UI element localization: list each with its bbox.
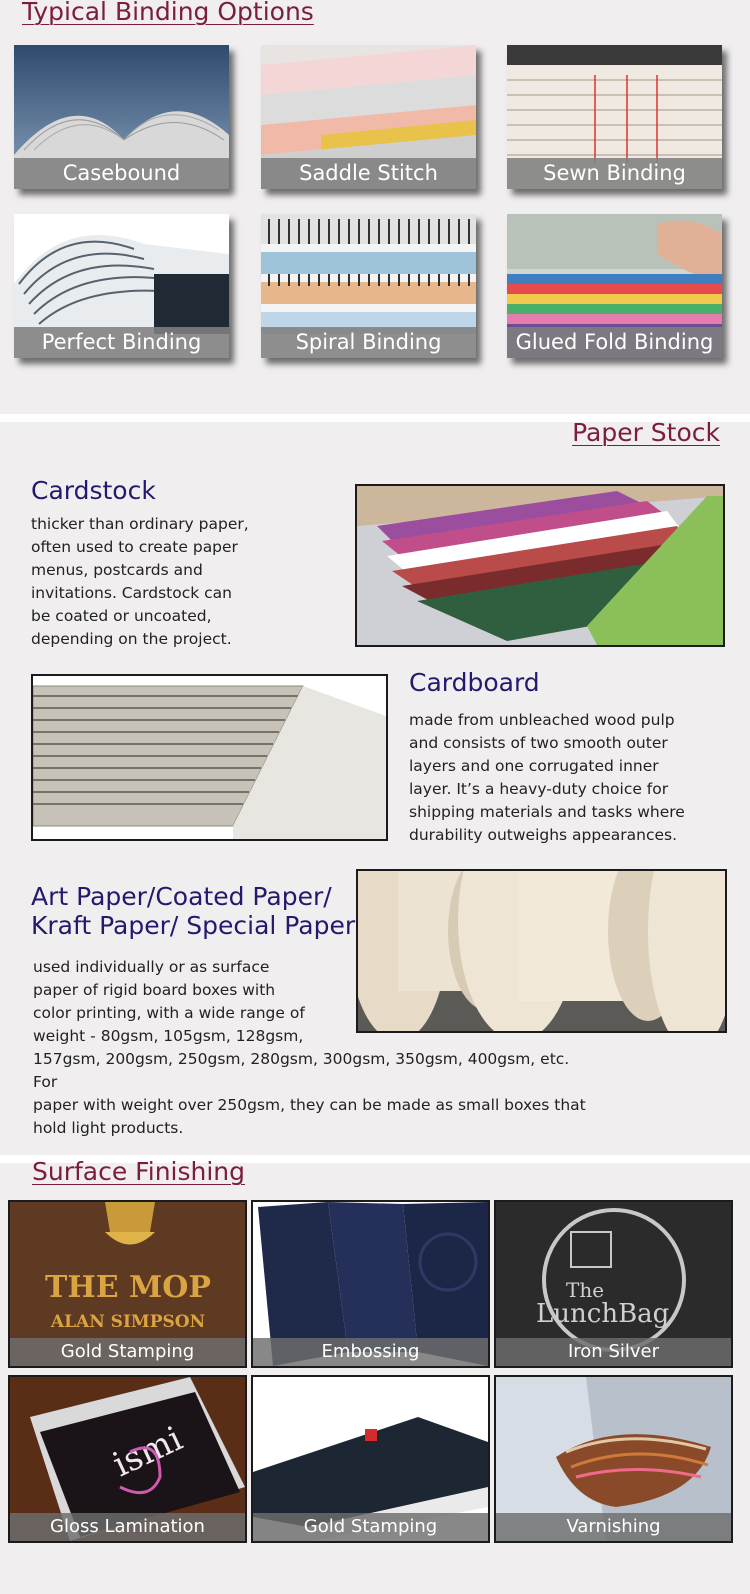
tile-label: Gold Stamping	[10, 1338, 245, 1366]
casebound-tile[interactable]	[14, 45, 229, 189]
text-line: 157gsm, 200gsm, 250gsm, 280gsm, 300gsm, 350gsm, 400gsm, etc. For	[33, 1050, 570, 1091]
art-title: The	[566, 1278, 605, 1302]
art-title: ismi	[106, 1418, 189, 1486]
gold-stamping-tile[interactable]	[8, 1200, 247, 1368]
text-line: be coated or uncoated,	[31, 607, 212, 625]
tile-label: Spiral Binding	[261, 327, 476, 358]
sewn-binding-tile[interactable]	[507, 45, 722, 189]
cardstock-photo	[355, 484, 725, 647]
tile-label: Casebound	[14, 158, 229, 189]
gold-stamping-tile-2[interactable]	[251, 1375, 490, 1543]
text-line: durability outweighs appearances.	[409, 826, 678, 844]
binding-section	[0, 0, 750, 414]
binding-heading[interactable]: Typical Binding Options	[22, 0, 314, 26]
text-line: made from unbleached wood pulp	[409, 711, 675, 729]
perfect-binding-tile[interactable]	[14, 214, 229, 358]
tile-label: Gloss Lamination	[10, 1513, 245, 1541]
text-line: invitations. Cardstock can	[31, 584, 232, 602]
spiral-binding-tile[interactable]	[261, 214, 476, 358]
art-paper-text	[33, 956, 593, 1140]
tile-label: Varnishing	[496, 1513, 731, 1541]
tile-label: Gold Stamping	[253, 1513, 488, 1541]
text-line: paper with weight over 250gsm, they can be made as small boxes that	[33, 1096, 586, 1114]
text-line: shipping materials and tasks where	[409, 803, 685, 821]
gloss-lamination-tile[interactable]	[8, 1375, 247, 1543]
cardstock-text	[31, 513, 331, 651]
title-line: Art Paper/Coated Paper/	[31, 882, 332, 911]
cardstock-title: Cardstock	[31, 476, 156, 505]
iron-silver-tile[interactable]	[494, 1200, 733, 1368]
saddle-stitch-tile[interactable]	[261, 45, 476, 189]
glued-fold-binding-tile[interactable]	[507, 214, 722, 358]
surface-finishing-heading[interactable]: Surface Finishing	[32, 1157, 246, 1186]
surface-finishing-section	[0, 1157, 750, 1594]
paper-stock-heading[interactable]: Paper Stock	[572, 418, 720, 447]
tile-label: Iron Silver	[496, 1338, 731, 1366]
text-line: paper of rigid board boxes with	[33, 981, 276, 999]
paper-stock-section	[0, 418, 750, 1155]
text-line: menus, postcards and	[31, 561, 203, 579]
art-subtitle: LunchBag	[536, 1299, 670, 1329]
tile-label: Embossing	[253, 1338, 488, 1366]
art-paper-title	[31, 882, 355, 940]
text-line: depending on the project.	[31, 630, 232, 648]
text-line: weight - 80gsm, 105gsm, 128gsm,	[33, 1027, 304, 1045]
cardboard-text	[409, 709, 729, 847]
text-line: hold light products.	[33, 1119, 184, 1137]
tile-label: Glued Fold Binding	[507, 327, 722, 358]
embossing-tile[interactable]	[251, 1200, 490, 1368]
tile-label: Perfect Binding	[14, 327, 229, 358]
text-line: layer. It’s a heavy-duty choice for	[409, 780, 669, 798]
text-line: color printing, with a wide range of	[33, 1004, 305, 1022]
tile-label: Saddle Stitch	[261, 158, 476, 189]
text-line: and consists of two smooth outer	[409, 734, 668, 752]
varnishing-tile[interactable]	[494, 1375, 733, 1543]
cardboard-photo	[31, 674, 388, 841]
text-line: layers and one corrugated inner	[409, 757, 659, 775]
text-line: used individually or as surface	[33, 958, 270, 976]
art-subtitle: ALAN SIMPSON	[50, 1312, 206, 1332]
cardboard-title: Cardboard	[409, 668, 540, 697]
text-line: often used to create paper	[31, 538, 238, 556]
text-line: thicker than ordinary paper,	[31, 515, 249, 533]
tile-label: Sewn Binding	[507, 158, 722, 189]
art-title: THE MOP	[45, 1270, 211, 1305]
title-line: Kraft Paper/ Special Paper	[31, 911, 356, 940]
